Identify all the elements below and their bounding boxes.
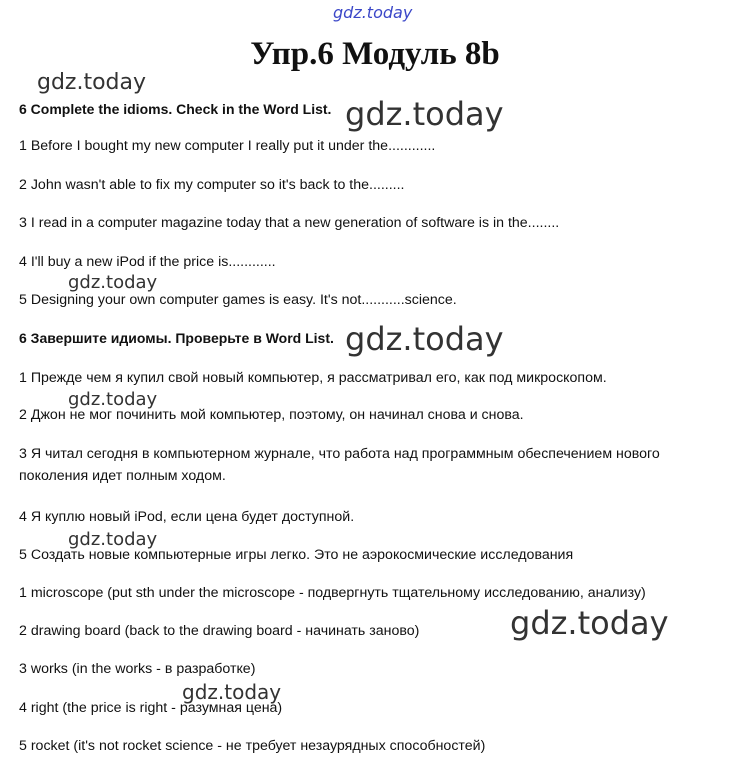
list-item: 4 Я куплю новый iPod, если цена будет доступной. — [19, 509, 355, 525]
list-item: 3 Я читал сегодня в компьютерном журнале, что работа над программным обеспечением нового поколения идет полным ходом. — [19, 446, 660, 484]
answer-item: 4 right (the price is right - разумная цена) — [19, 700, 283, 716]
watermark-8: gdz.today — [182, 680, 282, 704]
watermark-top: gdz.today — [333, 3, 413, 22]
task-heading-ru: 6 Завершите идиомы. Проверьте в Word List. — [19, 330, 334, 346]
answer-item: 5 rocket (it's not rocket science - не требует незаурядных способностей) — [19, 738, 486, 754]
watermark-6: gdz.today — [68, 529, 158, 550]
list-item: 2 John wasn't able to fix my computer so it's back to the......... — [19, 177, 405, 193]
watermark-2: gdz.today — [345, 95, 504, 133]
page-title: Упр.6 Модуль 8b — [250, 36, 500, 72]
task-heading-en: 6 Complete the idioms. Check in the Word List. — [19, 101, 332, 117]
answer-item: 1 microscope (put sth under the microscope - подвергнуть тщательному исследованию, анализу) — [19, 585, 646, 601]
list-item: 5 Создать новые компьютерные игры легко. Это не аэрокосмические исследования — [19, 547, 574, 563]
list-item: 4 I'll buy a new iPod if the price is............ — [19, 254, 276, 270]
answer-item: 3 works (in the works - в разработке) — [19, 661, 256, 677]
watermark-4: gdz.today — [345, 320, 504, 358]
watermark-7: gdz.today — [510, 604, 669, 642]
watermark-5: gdz.today — [68, 389, 158, 410]
list-item: 2 Джон не мог починить мой компьютер, поэтому, он начинал снова и снова. — [19, 407, 524, 423]
list-item: 3 I read in a computer magazine today that a new generation of software is in the........ — [19, 215, 560, 231]
watermark-1: gdz.today — [37, 70, 147, 95]
watermark-3: gdz.today — [68, 272, 158, 293]
list-item: 1 Before I bought my new computer I really put it under the............ — [19, 138, 436, 154]
list-item: 5 Designing your own computer games is easy. It's not...........science. — [19, 292, 457, 308]
list-item: 1 Прежде чем я купил свой новый компьютер, я рассматривал его, как под микроскопом. — [19, 370, 607, 386]
answer-item: 2 drawing board (back to the drawing board - начинать заново) — [19, 623, 420, 639]
